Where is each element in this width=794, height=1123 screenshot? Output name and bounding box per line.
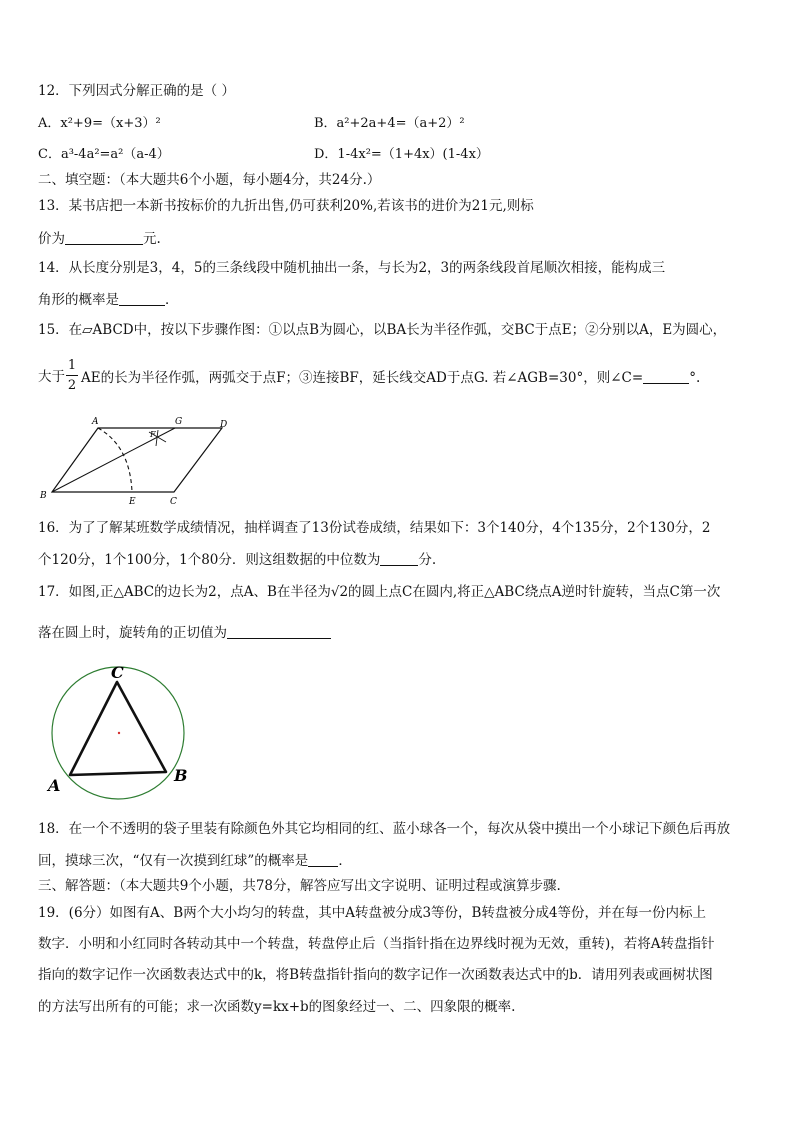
label-F: F	[150, 430, 156, 439]
q15-line2-rest	[81, 371, 700, 386]
q19-line2: 数字．小明和小红同时各转动其中一个转盘，转盘停止后（当指针指在边界线时视为无效，重转)，若将A转盘指针	[38, 936, 715, 952]
q13-line2	[38, 232, 161, 247]
q16-line1: 16．为了了解某班数学成绩情况，抽样调查了13份试卷成绩，结果如下：3个140分，4个135分，2个130分，2	[38, 520, 711, 536]
q14-line1: 14．从长度分别是3，4，5的三条线段中随机抽出一条，与长为2，3的两条线段首尾顺次相接，能构成三	[38, 260, 666, 276]
q12-stem: 12．下列因式分解正确的是（ ）	[38, 83, 235, 99]
q16-text-b: 分.	[418, 552, 437, 568]
q14-line2	[38, 293, 179, 308]
q17-circle-triangle-figure	[40, 660, 200, 800]
label-E: E	[129, 497, 136, 506]
q13-answer-blank	[65, 232, 143, 245]
label-A: A	[92, 417, 99, 427]
q18-answer-blank	[308, 854, 338, 867]
label-A: A	[48, 776, 61, 795]
circle-center-dot	[118, 732, 120, 734]
q17-text: 落在圆上时，旋转角的正切值为	[38, 625, 227, 641]
label-B: B	[40, 491, 47, 501]
q18-line1: 18．在一个不透明的袋子里装有除颜色外其它均相同的红、蓝小球各一个，每次从袋中摸出一个小球记下颜色后再放	[38, 821, 731, 837]
arc-from-b	[98, 428, 132, 492]
q16-text-a: 个120分，1个100分，1个80分．则这组数据的中位数为	[38, 552, 381, 568]
section-3-heading: 三、解答题：（本大题共9个小题，共78分，解答应写出文字说明、证明过程或演算步骤.	[38, 878, 561, 894]
q17-answer-blank	[227, 626, 331, 639]
q17-line2	[38, 626, 331, 641]
q12-option-d: D．1-4x²=（1+4x）(1-4x）	[314, 147, 489, 162]
q13-text-b: 元.	[143, 231, 161, 247]
q15-line1: 15．在▱ABCD中，按以下步骤作图：①以点B为圆心，以BA长为半径作弧，交BC于点E；②分别以A，E为圆心，	[38, 322, 727, 338]
q14-answer-blank	[119, 293, 165, 306]
q15-line2-start: 大于	[38, 369, 65, 385]
q15-frac-numerator: 1	[67, 358, 77, 373]
label-C: C	[111, 663, 124, 682]
q15-frac-denominator: 2	[67, 378, 77, 393]
q18-line2	[38, 854, 352, 869]
section-2-heading: 二、填空题：（本大题共6个小题，每小题4分，共24分.）	[38, 172, 381, 188]
label-D: D	[220, 420, 228, 430]
parallelogram-abcd	[52, 428, 222, 492]
q18-text-a: 回，摸球三次，“仅有一次摸到红球”的概率是	[38, 853, 309, 869]
q12-option-a: A．x²+9=（x+3）²	[38, 116, 161, 131]
q12-option-b: B．a²+2a+4=（a+2）²	[314, 116, 465, 131]
q13-line1: 13．某书店把一本新书按标价的九折出售,仍可获利20%,若该书的进价为21元,则标	[38, 198, 534, 214]
q15-frac-bar	[66, 375, 78, 376]
q16-line2	[38, 553, 436, 568]
q15-text-c: °.	[689, 370, 701, 386]
label-C: C	[170, 497, 177, 506]
q19-line1: 19．(6分）如图有A、B两个大小均匀的转盘，其中A转盘被分成3等份，B转盘被分成4等份，并在每一份内标上	[38, 905, 707, 921]
q14-text-b: ．	[165, 292, 179, 308]
q15-text-b: AE的长为半径作弧，两弧交于点F；③连接BF，延长线交AD于点G. 若∠AGB=30°，则∠C=	[81, 370, 644, 386]
q13-text-a: 价为	[38, 231, 65, 247]
q14-text-a: 角形的概率是	[38, 292, 119, 308]
segment-bf-extended	[52, 428, 175, 492]
q15-answer-blank	[643, 371, 689, 384]
label-G: G	[175, 417, 183, 427]
q12-option-c: C．a³-4a²=a²（a-4）	[38, 147, 170, 162]
q19-line3: 指向的数字记作一次函数表达式中的k，将B转盘指针指向的数字记作一次函数表达式中的b．请用列表或画树状图	[38, 967, 713, 983]
q18-text-b: ．	[338, 853, 352, 869]
q15-parallelogram-figure	[34, 412, 234, 506]
label-B: B	[174, 766, 188, 785]
q15-fraction-one-half	[66, 358, 78, 393]
q17-line1: 17．如图,正△ABC的边长为2，点A、B在半径为√2的圆上点C在圆内,将正△ABC绕点A逆时针旋转，当点C第一次	[38, 584, 721, 600]
triangle-abc	[70, 682, 166, 775]
q19-line4: 的方法写出所有的可能；求一次函数y=kx+b的图象经过一、二、四象限的概率.	[38, 999, 516, 1015]
q16-answer-blank	[380, 553, 418, 566]
